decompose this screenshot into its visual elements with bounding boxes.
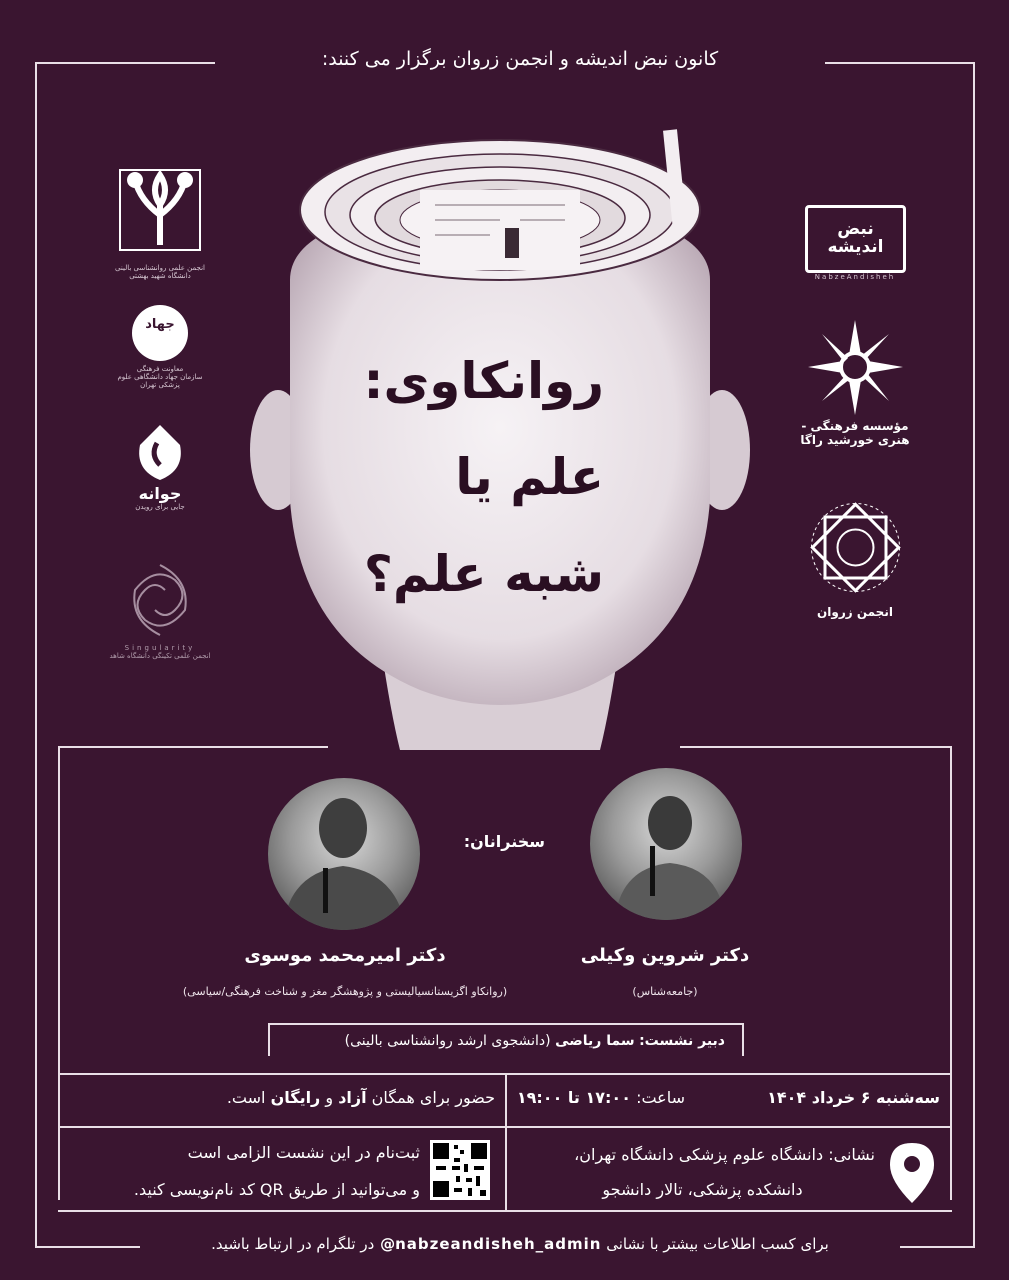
moderator-frame-right [742, 1023, 744, 1056]
singularity-name: Singularity [124, 644, 196, 652]
speakers-frame-top-left [58, 746, 328, 748]
person-icon [268, 778, 420, 930]
javaneh-tagline: جایی برای رویدن [135, 503, 185, 511]
zarvan-caption: انجمن زروان [817, 605, 893, 619]
jahad-seal-icon: جهاد [132, 305, 188, 361]
frame-right [973, 62, 975, 1248]
frame-left [35, 62, 37, 1248]
frame-top-left [35, 62, 225, 64]
logo-nabze-andisheh [805, 205, 905, 281]
moderator-frame-top [268, 1023, 744, 1025]
title-line-3: شبه علم؟ [363, 545, 604, 603]
event-time [515, 1088, 685, 1107]
speaker-photo-vakili [590, 768, 742, 920]
info-col-divider [505, 1073, 507, 1212]
title-line-2: علم یا [455, 448, 604, 506]
nabz-logo-box: نبض اندیشه [805, 205, 906, 273]
speaker-desc-mousavi: (روانکاو اگزیستانسیالیستی و پژوهشگر مغز و شناخت فرهنگی/سیاسی) [182, 985, 508, 998]
organizers-header: کانون نبض اندیشه و انجمن زروان برگزار می کنند: [215, 48, 825, 70]
address-line-2: دانشکده پزشکی، تالار دانشجو [602, 1180, 803, 1199]
speakers-label: سخنرانان: [463, 832, 545, 851]
logo-shahid-beheshti [105, 160, 215, 280]
speaker-desc-vakili: (جامعه‌شناس) [632, 985, 698, 998]
date-text: سه‌شنبه ۶ خرداد ۱۴۰۴ [767, 1088, 940, 1107]
location-pin-icon [890, 1143, 934, 1203]
logo-jahad [110, 305, 210, 389]
footer-contact: برای کسب اطلاعات بیشتر با نشانی @nabzeandisheh_admin در تلگرام در ارتباط باشید. [140, 1235, 900, 1253]
head-illustration [250, 120, 750, 750]
event-date [750, 1088, 940, 1107]
speakers-frame-right [950, 746, 952, 1200]
moderator-frame-left [268, 1023, 270, 1056]
time-value: ۱۷:۰۰ تا ۱۹:۰۰ [516, 1088, 631, 1107]
time-label: ساعت: [636, 1088, 685, 1107]
zarvan-star-icon [808, 500, 903, 595]
javaneh-name: جوانه [138, 484, 182, 503]
qr-code-icon[interactable] [430, 1140, 490, 1200]
logo-singularity [105, 560, 215, 660]
speaker-name-vakili: دکتر شروین وکیلی [580, 945, 750, 966]
nabz-latin: NabzeAndisheh [814, 273, 896, 281]
person-icon [590, 768, 742, 920]
moderator-label: دبیر نشست: [639, 1033, 725, 1049]
sun-icon [808, 320, 903, 415]
moderator [285, 1033, 725, 1049]
speakers-frame-left [58, 746, 60, 1200]
logo-javaneh [115, 425, 205, 511]
tree-emblem-icon [105, 160, 215, 260]
speakers-frame-top-right [680, 746, 952, 748]
title-line-1: روانکاوی: [363, 352, 604, 410]
speaker-photo-mousavi [268, 778, 420, 930]
sprout-icon [135, 425, 185, 480]
moderator-name: سما ریاضی [555, 1033, 635, 1049]
logo-zarvan [800, 500, 910, 619]
raga-caption: مؤسسه فرهنگی - هنری خورشید راگا [800, 419, 910, 447]
logo-khorshid-raga [790, 320, 920, 447]
registration-line-2: و می‌توانید از طریق QR کد نام‌نویسی کنید. [133, 1180, 420, 1199]
speaker-name-mousavi: دکتر امیرمحمد موسوی [244, 945, 446, 966]
logo-caption: معاونت فرهنگی سازمان جهاد دانشگاهی علوم پزشکی تهران [117, 365, 203, 389]
attendance-note: حضور برای همگان آزاد و رایگان است. [226, 1088, 495, 1107]
spiral-icon [125, 560, 195, 640]
frame-bottom-left [35, 1246, 150, 1248]
address-line-1: نشانی: دانشگاه علوم پزشکی دانشگاه تهران، [574, 1145, 875, 1164]
registration-line-1: ثبت‌نام در این نشست الزامی است [187, 1143, 420, 1162]
moderator-desc: (دانشجوی ارشد روانشناسی بالینی) [344, 1033, 551, 1049]
telegram-handle[interactable]: @nabzeandisheh_admin [380, 1235, 602, 1253]
singularity-caption: انجمن علمی تکینگی دانشگاه شاهد [109, 652, 211, 660]
logo-caption: انجمن علمی روانشناسی بالینی دانشگاه شهید بهشتی [115, 264, 205, 280]
